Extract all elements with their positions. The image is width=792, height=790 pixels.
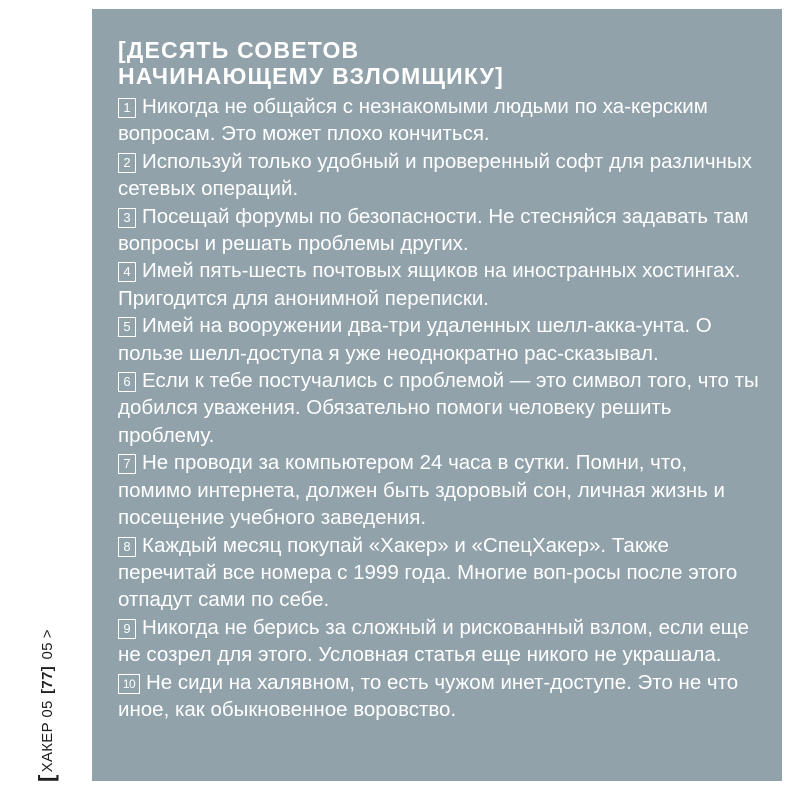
footer-issue-left: 05 bbox=[38, 700, 56, 718]
tip-item bbox=[118, 93, 762, 148]
tips-panel bbox=[92, 9, 782, 781]
tip-text: Не проводи за компьютером 24 часа в сутки. Помни, что, помимо интернета, должен быть здоровый сон, личная жизнь и посещение учебного заведения. bbox=[118, 451, 726, 530]
tip-text: Никогда не берись за сложный и рискованный взлом, если еще не созрел для этого. Условная статья еще никого не украшала. bbox=[118, 615, 749, 667]
tip-text: Посещай форумы по безопасности. Не стесняйся задавать там вопросы и решать проблемы других. bbox=[118, 204, 749, 256]
footer-arrow-icon: > bbox=[38, 629, 56, 639]
panel-title-line-1: [ДЕСЯТЬ СОВЕТОВ bbox=[118, 37, 360, 63]
tip-item bbox=[118, 367, 762, 449]
tip-item bbox=[118, 532, 762, 614]
footer-magazine: ХАКЕР bbox=[38, 722, 56, 773]
tip-text: Если к тебе постучались с проблемой — это символ того, что ты добился уважения. Обязательно помоги человеку решить проблему. bbox=[118, 369, 759, 447]
tip-number-badge: 6 bbox=[118, 372, 136, 392]
page-footer bbox=[36, 629, 58, 782]
tips-list bbox=[118, 93, 762, 723]
tip-text: Имей пять-шесть почтовых ящиков на иностранных хостингах. Пригодится для анонимной переписки. bbox=[118, 259, 741, 310]
tip-item bbox=[118, 312, 762, 367]
tip-number-badge: 9 bbox=[118, 619, 136, 639]
footer-issue-right: 05 bbox=[38, 642, 56, 660]
tip-number-badge: 4 bbox=[118, 262, 136, 282]
tip-text: Каждый месяц покупай «Хакер» и «СпецХакер». Также перечитай все номера с 1999 года. Многие воп-росы после этого отпадут сами по себе. bbox=[118, 533, 738, 612]
tip-text: Используй только удобный и проверенный софт для различных сетевых операций. bbox=[118, 149, 752, 201]
tip-item bbox=[118, 614, 762, 669]
tip-item bbox=[118, 148, 762, 203]
tip-number-badge: 10 bbox=[118, 674, 140, 694]
tip-item bbox=[118, 669, 762, 724]
tip-item bbox=[118, 203, 762, 258]
panel-title bbox=[118, 37, 762, 89]
tip-text: Никогда не общайся с незнакомыми людьми по ха-керским вопросам. Это может плохо кончиться. bbox=[118, 95, 708, 146]
footer-page-number: [77] bbox=[38, 665, 56, 694]
tip-number-badge: 2 bbox=[118, 153, 136, 173]
tip-number-badge: 1 bbox=[118, 98, 136, 118]
tip-number-badge: 5 bbox=[118, 317, 136, 337]
tip-item bbox=[118, 449, 762, 531]
footer-bracket: [ bbox=[34, 774, 59, 782]
tip-number-badge: 3 bbox=[118, 208, 136, 228]
panel-title-line-2: НАЧИНАЮЩЕМУ ВЗЛОМЩИКУ] bbox=[118, 63, 505, 89]
page-margin bbox=[0, 0, 92, 790]
tip-text: Не сиди на халявном, то есть чужом инет-доступе. Это не что иное, как обыкновенное воровство. bbox=[118, 670, 739, 721]
tip-item bbox=[118, 257, 762, 312]
tip-text: Имей на вооружении два-три удаленных шелл-акка-унта. О пользе шелл-доступа я уже неоднократно рас-сказывал. bbox=[118, 314, 712, 365]
tip-number-badge: 8 bbox=[118, 537, 136, 557]
tip-number-badge: 7 bbox=[118, 454, 136, 474]
